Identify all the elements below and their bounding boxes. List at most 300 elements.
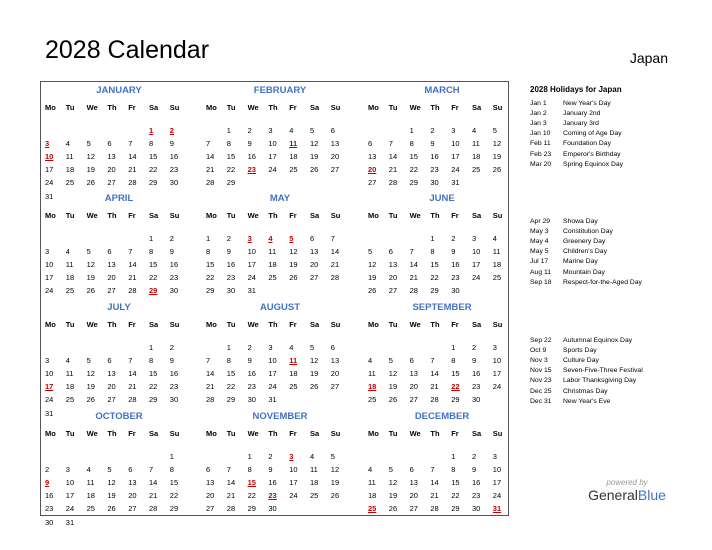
day-cell: 23 (169, 165, 179, 175)
day-cell: 21 (430, 491, 439, 501)
day-cell: 15 (206, 260, 215, 270)
day-cell: 8 (206, 247, 211, 257)
day-cell: 9 (268, 465, 273, 475)
weekday-header: Tu (226, 320, 236, 329)
day-cell: 29 (409, 178, 418, 188)
day-cell: 29 (149, 178, 158, 188)
day-cell: 7 (206, 139, 211, 149)
weekday-header: Th (107, 211, 117, 220)
month-name: DECEMBER (414, 411, 470, 422)
holiday-row (530, 228, 613, 235)
day-cell: 9 (247, 356, 252, 366)
day-cell: 22 (169, 491, 179, 501)
day-cell: 4 (492, 234, 497, 243)
day-cell: 10 (451, 139, 460, 149)
day-cell: 1 (409, 126, 414, 135)
day-cell: 3 (268, 343, 273, 352)
day-cell: 30 (169, 178, 179, 188)
day-cell: 22 (149, 165, 158, 175)
weekday-header: Fr (289, 320, 297, 329)
day-cell: 30 (45, 517, 54, 527)
day-cell: 20 (128, 491, 137, 501)
weekday-header: We (86, 320, 98, 329)
weekday-header: Mo (45, 103, 56, 112)
day-cell: 12 (86, 260, 95, 270)
holiday-name: Children's Day (563, 248, 607, 256)
day-cell: 13 (107, 152, 116, 162)
day-cell: 3 (492, 343, 497, 352)
day-cell: 7 (330, 234, 335, 243)
day-cell: 30 (226, 286, 236, 296)
day-cell: 14 (206, 369, 215, 379)
day-cell: 6 (330, 126, 335, 135)
holiday-row (530, 130, 622, 137)
holiday-name: Spring Equinox Day (563, 160, 624, 168)
day-cell: 21 (128, 273, 137, 283)
holiday-name: Autumnal Equinox Day (563, 337, 633, 344)
day-cell: 1 (149, 234, 154, 243)
day-cell: 12 (368, 260, 377, 270)
day-cell: 31 (247, 286, 256, 296)
holiday-name: New Year's Day (563, 100, 611, 107)
day-cell: 7 (388, 139, 393, 149)
month-name: OCTOBER (95, 411, 143, 422)
holiday-name: Coming of Age Day (563, 130, 622, 138)
weekday-header: Mo (368, 211, 379, 220)
weekday-header: Fr (289, 429, 297, 438)
day-cell: 21 (226, 491, 236, 501)
holiday-day-cell: 10 (45, 152, 54, 162)
weekday-header: Su (330, 320, 341, 329)
day-cell: 7 (430, 465, 435, 475)
day-cell: 9 (169, 356, 174, 366)
holiday-date: May 4 (530, 238, 549, 246)
holiday-date: Jan 2 (530, 110, 547, 118)
month-name: SEPTEMBER (412, 302, 472, 313)
holiday-name: Marine Day (563, 258, 598, 266)
weekday-header: Fr (128, 320, 136, 329)
day-cell: 27 (368, 178, 377, 188)
day-cell: 27 (409, 504, 418, 514)
holiday-row (530, 161, 623, 168)
day-cell: 26 (388, 395, 398, 405)
weekday-header: Fr (128, 211, 136, 220)
holiday-name: Constitution Day (563, 228, 613, 236)
weekday-header: Tu (388, 429, 398, 438)
day-cell: 21 (430, 382, 439, 392)
weekday-header: Sa (472, 429, 482, 438)
day-cell: 1 (206, 234, 211, 243)
day-cell: 11 (310, 465, 318, 475)
day-cell: 13 (368, 152, 377, 162)
day-cell: 26 (492, 165, 502, 175)
day-cell: 6 (409, 356, 414, 366)
day-cell: 19 (86, 382, 95, 392)
day-cell: 22 (149, 273, 158, 283)
day-cell: 24 (45, 286, 54, 296)
day-cell: 10 (492, 465, 502, 475)
day-cell: 10 (247, 247, 256, 257)
day-cell: 25 (492, 273, 502, 283)
weekday-header: We (247, 320, 259, 329)
holiday-date: Nov 3 (530, 357, 548, 365)
day-cell: 1 (149, 343, 154, 352)
day-cell: 20 (409, 382, 418, 392)
weekday-header: Tu (65, 211, 75, 220)
day-cell: 29 (169, 504, 179, 514)
holiday-row (530, 367, 643, 374)
holiday-row (530, 388, 608, 395)
day-cell: 29 (430, 286, 439, 296)
day-cell: 7 (128, 247, 133, 257)
holiday-day-cell: 5 (289, 234, 294, 243)
day-cell: 1 (226, 126, 231, 135)
day-cell: 11 (268, 247, 277, 257)
day-cell: 15 (149, 260, 158, 270)
weekday-header: Th (268, 211, 278, 220)
holiday-row (530, 100, 611, 107)
day-cell: 14 (330, 247, 340, 257)
day-cell: 21 (330, 260, 340, 270)
holiday-day-cell: 15 (247, 478, 256, 488)
holiday-row (530, 151, 621, 158)
day-cell: 25 (472, 165, 481, 175)
day-cell: 18 (65, 273, 75, 283)
day-cell: 17 (268, 369, 277, 379)
holiday-name: Greenery Day (563, 238, 606, 246)
day-cell: 24 (247, 273, 256, 283)
weekday-header: Tu (388, 320, 398, 329)
day-cell: 9 (226, 247, 231, 257)
month-name: AUGUST (259, 302, 301, 313)
day-cell: 9 (169, 139, 174, 149)
day-cell: 19 (368, 273, 377, 283)
day-cell: 12 (310, 139, 319, 149)
day-cell: 16 (430, 152, 439, 162)
day-cell: 11 (368, 369, 376, 379)
day-cell: 15 (226, 152, 236, 162)
holiday-day-cell: 29 (149, 286, 158, 296)
day-cell: 19 (388, 491, 398, 501)
day-cell: 23 (169, 382, 179, 392)
day-cell: 10 (45, 369, 54, 379)
day-cell: 13 (206, 478, 215, 488)
day-cell: 13 (330, 139, 340, 149)
day-cell: 23 (247, 382, 256, 392)
day-cell: 1 (451, 452, 456, 461)
day-cell: 7 (128, 139, 133, 149)
day-cell: 26 (86, 178, 95, 188)
day-cell: 9 (472, 356, 477, 366)
holiday-date: Feb 23 (530, 150, 552, 158)
day-cell: 16 (472, 369, 481, 379)
holiday-day-cell: 17 (45, 382, 54, 392)
month-name: JUNE (429, 193, 455, 204)
day-cell: 23 (430, 165, 439, 175)
day-cell: 18 (65, 165, 75, 175)
day-cell: 8 (149, 356, 154, 366)
day-cell: 2 (247, 126, 252, 135)
day-cell: 8 (226, 139, 231, 149)
day-cell: 30 (472, 395, 481, 405)
day-cell: 23 (472, 382, 481, 392)
weekday-header: Tu (226, 211, 236, 220)
day-cell: 25 (368, 395, 377, 405)
holiday-name: Culture Day (563, 357, 599, 365)
day-cell: 4 (310, 452, 315, 461)
day-cell: 30 (268, 504, 277, 514)
day-cell: 15 (451, 478, 460, 488)
weekday-header: Mo (368, 320, 379, 329)
day-cell: 9 (430, 139, 435, 149)
holiday-name: Labor Thanksgiving Day (563, 377, 637, 385)
holiday-date: Feb 11 (530, 140, 551, 148)
day-cell: 17 (492, 369, 502, 379)
weekday-header: Mo (45, 211, 56, 220)
day-cell: 11 (65, 260, 74, 270)
day-cell: 12 (492, 139, 502, 149)
brand-name (584, 487, 670, 503)
day-cell: 20 (330, 152, 340, 162)
day-cell: 22 (247, 491, 256, 501)
weekday-header: Th (268, 103, 278, 112)
day-cell: 5 (86, 356, 91, 366)
day-cell: 4 (289, 343, 294, 352)
day-cell: 24 (45, 178, 54, 188)
day-cell: 10 (289, 465, 298, 475)
day-cell: 23 (472, 491, 481, 501)
day-cell: 11 (86, 478, 95, 488)
day-cell: 1 (451, 343, 456, 352)
day-cell: 20 (409, 491, 418, 501)
day-cell: 13 (330, 356, 340, 366)
weekday-header: We (247, 211, 259, 220)
day-cell: 25 (65, 395, 75, 405)
day-cell: 26 (310, 165, 319, 175)
day-cell: 4 (472, 126, 477, 135)
holiday-date: Jan 1 (530, 100, 547, 107)
day-cell: 15 (149, 152, 158, 162)
weekday-header: Su (169, 103, 180, 112)
day-cell: 8 (169, 465, 174, 475)
day-cell: 27 (107, 178, 116, 188)
day-cell: 8 (451, 356, 456, 366)
weekday-header: Th (107, 103, 117, 112)
day-cell: 6 (368, 139, 373, 149)
holiday-row (530, 269, 605, 276)
holiday-row (530, 120, 599, 127)
day-cell: 25 (310, 491, 319, 501)
day-cell: 5 (388, 465, 393, 475)
day-cell: 16 (451, 260, 460, 270)
day-cell: 4 (65, 139, 70, 149)
weekday-header: Su (169, 320, 180, 329)
day-cell: 21 (206, 382, 215, 392)
day-cell: 13 (107, 369, 116, 379)
weekday-header: We (247, 429, 259, 438)
day-cell: 7 (206, 356, 211, 366)
day-cell: 28 (206, 178, 215, 188)
day-cell: 25 (268, 273, 277, 283)
day-cell: 23 (169, 273, 179, 283)
weekday-header: Th (268, 429, 278, 438)
day-cell: 27 (310, 273, 319, 283)
day-cell: 13 (409, 369, 418, 379)
day-cell: 12 (86, 369, 95, 379)
day-cell: 22 (226, 382, 236, 392)
weekday-header: Sa (149, 320, 159, 329)
day-cell: 7 (226, 465, 231, 475)
day-cell: 19 (388, 382, 398, 392)
weekday-header: We (86, 429, 98, 438)
day-cell: 16 (268, 478, 277, 488)
month-name: MARCH (424, 85, 460, 96)
weekday-header: Su (492, 103, 503, 112)
day-cell: 28 (226, 504, 236, 514)
holiday-row (530, 377, 636, 384)
weekday-header: Tu (65, 429, 75, 438)
day-cell: 17 (289, 478, 298, 488)
weekday-header: Sa (149, 429, 159, 438)
weekday-header: Mo (206, 211, 217, 220)
day-cell: 14 (149, 478, 158, 488)
day-cell: 11 (65, 152, 74, 162)
holiday-row (530, 248, 607, 255)
day-cell: 13 (388, 260, 398, 270)
day-cell: 1 (226, 343, 231, 352)
day-cell: 12 (388, 369, 398, 379)
weekday-header: Fr (128, 103, 136, 112)
weekday-header: Fr (289, 211, 297, 220)
day-cell: 2 (430, 126, 435, 135)
weekday-header: Su (492, 320, 503, 329)
day-cell: 1 (247, 452, 252, 461)
day-cell: 30 (247, 395, 256, 405)
day-cell: 21 (409, 273, 418, 283)
weekday-header: Mo (45, 320, 56, 329)
day-cell: 14 (430, 478, 439, 488)
weekday-header: Tu (65, 103, 75, 112)
day-cell: 3 (45, 356, 50, 366)
day-cell: 13 (409, 478, 418, 488)
holiday-day-cell: 18 (368, 382, 377, 392)
day-cell: 3 (472, 234, 477, 243)
weekday-header: Sa (472, 211, 482, 220)
day-cell: 5 (388, 356, 393, 366)
day-cell: 9 (169, 247, 174, 257)
day-cell: 29 (226, 178, 236, 188)
weekday-header: Sa (149, 211, 159, 220)
day-cell: 21 (149, 491, 158, 501)
day-cell: 26 (86, 286, 95, 296)
day-cell: 5 (330, 452, 335, 461)
day-cell: 13 (107, 260, 116, 270)
weekday-header: Fr (128, 429, 136, 438)
day-cell: 24 (65, 504, 75, 514)
day-cell: 6 (107, 356, 112, 366)
weekday-header: We (409, 211, 421, 220)
day-cell: 20 (206, 491, 215, 501)
day-cell: 25 (289, 382, 298, 392)
day-cell: 1 (169, 452, 174, 461)
day-cell: 14 (128, 260, 137, 270)
holiday-day-cell: 3 (289, 452, 294, 461)
weekday-header: Sa (149, 103, 159, 112)
day-cell: 10 (45, 260, 54, 270)
day-cell: 28 (430, 395, 439, 405)
brand-logo (584, 478, 670, 503)
day-cell: 21 (206, 165, 215, 175)
weekday-header: Tu (226, 103, 236, 112)
weekday-header: Su (330, 103, 341, 112)
holiday-date: Apr 29 (530, 218, 551, 225)
day-cell: 3 (451, 126, 456, 135)
month-name: APRIL (104, 193, 134, 204)
day-cell: 19 (86, 165, 95, 175)
day-cell: 15 (430, 260, 439, 270)
day-cell: 29 (206, 286, 215, 296)
weekday-header: Th (430, 211, 440, 220)
holiday-day-cell: 11 (289, 356, 298, 366)
day-cell: 20 (330, 369, 340, 379)
holiday-day-cell: 11 (289, 139, 298, 149)
day-cell: 19 (310, 152, 319, 162)
day-cell: 16 (169, 152, 179, 162)
weekday-header: We (409, 320, 421, 329)
weekday-header: Th (430, 320, 440, 329)
weekday-header: Tu (388, 211, 398, 220)
day-cell: 18 (289, 152, 298, 162)
day-cell: 7 (409, 247, 414, 257)
weekday-header: Th (430, 103, 440, 112)
month-name: FEBRUARY (253, 85, 307, 96)
day-cell: 4 (368, 465, 373, 475)
day-cell: 30 (430, 178, 439, 188)
day-cell: 24 (492, 491, 502, 501)
day-cell: 2 (226, 234, 231, 243)
holiday-row (530, 347, 597, 354)
day-cell: 19 (310, 369, 319, 379)
holiday-row (530, 337, 632, 344)
day-cell: 27 (330, 165, 340, 175)
holiday-name: Mountain Day (563, 268, 605, 276)
day-cell: 17 (268, 152, 277, 162)
holiday-day-cell: 25 (368, 504, 377, 514)
day-cell: 18 (492, 260, 502, 270)
day-cell: 15 (149, 369, 158, 379)
day-cell: 22 (430, 273, 439, 283)
day-cell: 9 (472, 465, 477, 475)
weekday-header: We (247, 103, 259, 112)
holiday-row (530, 357, 599, 364)
day-cell: 15 (409, 152, 418, 162)
day-cell: 20 (388, 273, 398, 283)
day-cell: 18 (289, 369, 298, 379)
weekday-header: Th (430, 429, 440, 438)
weekday-header: Tu (65, 320, 75, 329)
day-cell: 13 (310, 247, 319, 257)
day-cell: 2 (169, 234, 174, 243)
day-cell: 16 (472, 478, 481, 488)
day-cell: 12 (289, 247, 298, 257)
weekday-header: Th (107, 429, 117, 438)
weekday-header: Mo (206, 103, 217, 112)
day-cell: 5 (492, 126, 497, 135)
day-cell: 9 (451, 247, 456, 257)
holiday-date: Nov 23 (530, 377, 552, 385)
weekday-header: We (86, 103, 98, 112)
day-cell: 4 (65, 247, 70, 257)
